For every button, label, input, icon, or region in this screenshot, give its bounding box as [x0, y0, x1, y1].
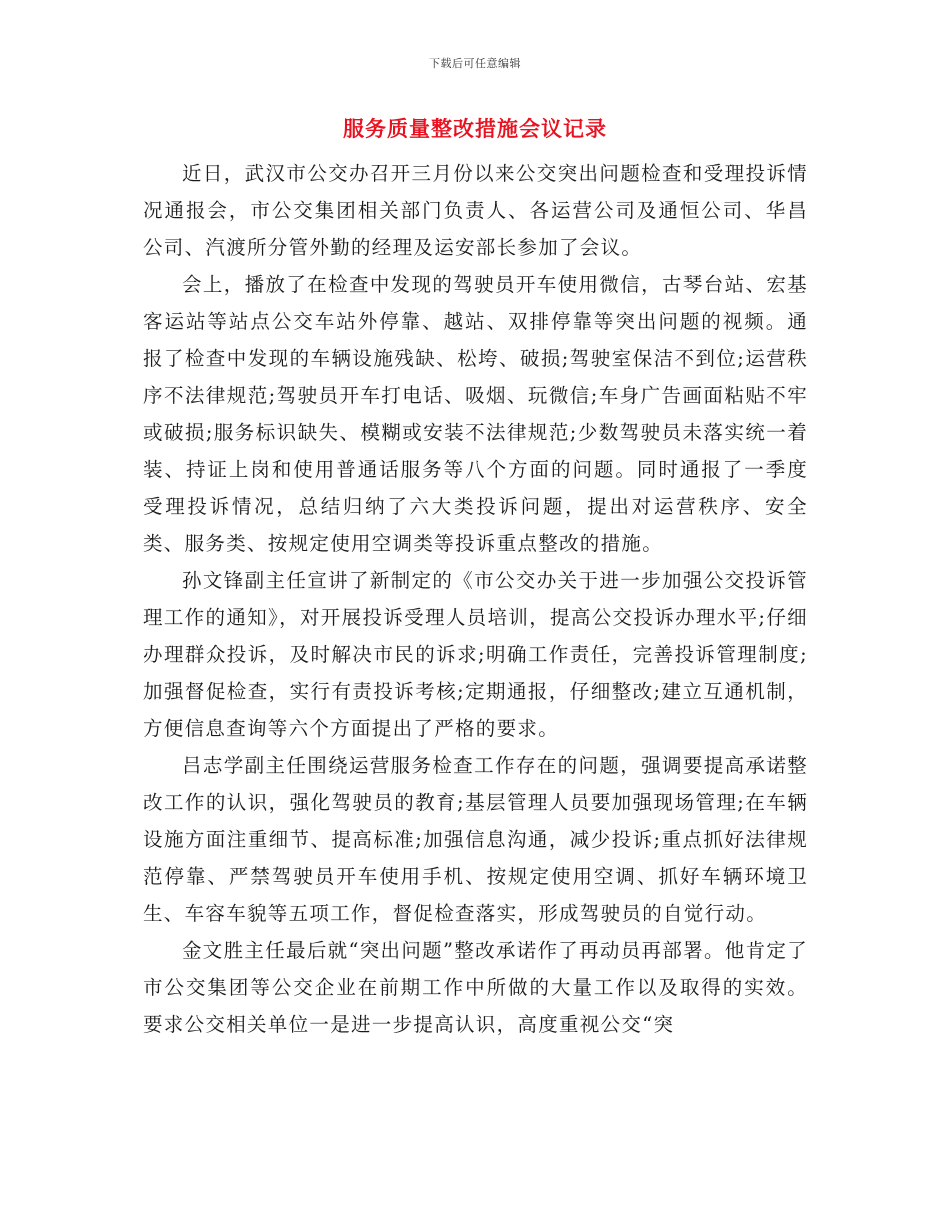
header-note: 下载后可任意编辑	[429, 57, 521, 70]
document-body	[143, 155, 808, 1043]
paragraph-intro: 近日，武汉市公交办召开三月份以来公交突出问题检查和受理投诉情况通报会，市公交集团相关部门负责人、各运营公司及通恒公司、华昌公司、汽渡所分管外勤的经理及运安部长参加了会议。	[143, 162, 808, 259]
paragraph-sun-wenfeng: 孙文锋副主任宣讲了新制定的《市公交办关于进一步加强公交投诉管理工作的通知》，对开展投诉受理人员培训，提高公交投诉办理水平;仔细办理群众投诉，及时解决市民的诉求;明确工作责任，完善投诉管理制度;加强督促检查，实行有责投诉考核;定期通报，仔细整改;建立互通机制，方便信息查询等六个方面提出了严格的要求。	[143, 569, 808, 740]
paragraph-lv-zhixue: 吕志学副主任围绕运营服务检查工作存在的问题，强调要提高承诺整改工作的认识，强化驾驶员的教育;基层管理人员要加强现场管理;在车辆设施方面注重细节、提高标准;加强信息沟通，减少投诉;重点抓好法律规范停靠、严禁驾驶员开车使用手机、按规定使用空调、抓好车辆环境卫生、车容车貌等五项工作，督促检查落实，形成驾驶员的自觉行动。	[143, 754, 808, 925]
paragraph-jin-wensheng: 金文胜主任最后就“突出问题”整改承诺作了再动员再部署。他肯定了市公交集团等公交企业在前期工作中所做的大量工作以及取得的实效。要求公交相关单位一是进一步提高认识，高度重视公交“突	[143, 939, 808, 1036]
document-title: 服务质量整改措施会议记录	[343, 116, 607, 141]
paragraph-meeting-content: 会上，播放了在检查中发现的驾驶员开车使用微信，古琴台站、宏基客运站等站点公交车站外停靠、越站、双排停靠等突出问题的视频。通报了检查中发现的车辆设施残缺、松垮、破损;驾驶室保洁不到位;运营秩序不法律规范;驾驶员开车打电话、吸烟、玩微信;车身广告画面粘贴不牢或破损;服务标识缺失、模糊或安装不法律规范;少数驾驶员未落实统一着装、持证上岗和使用普通话服务等八个方面的问题。同时通报了一季度受理投诉情况，总结归纳了六大类投诉问题，提出对运营秩序、安全类、服务类、按规定使用空调类等投诉重点整改的措施。	[143, 273, 808, 555]
